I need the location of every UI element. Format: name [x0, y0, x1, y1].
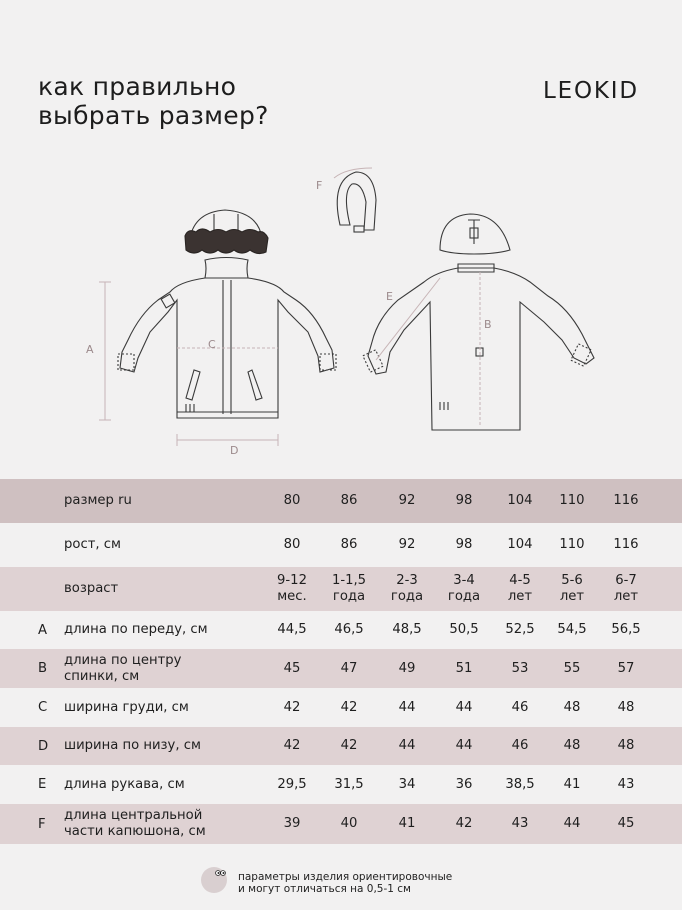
table-cell: 45 [617, 816, 635, 831]
row-label: длина по центру спинки, см [64, 652, 182, 684]
table-cell: 86 [340, 537, 358, 552]
table-cell: 51 [455, 660, 473, 676]
table-cell: 40 [340, 816, 358, 831]
table-cell: 104 [507, 493, 533, 508]
table-cell: 54,5 [557, 622, 587, 637]
table-cell: 116 [613, 537, 639, 552]
table-cell: 44,5 [277, 622, 307, 637]
table-cell: 41 [398, 816, 416, 831]
table-cell: 44 [455, 699, 473, 715]
measure-d-line [177, 434, 278, 446]
table-cell: 92 [398, 537, 416, 552]
table-cell: 4-5 лет [507, 573, 533, 604]
table-cell: 110 [559, 493, 585, 508]
table-cell: 48 [617, 738, 635, 753]
table-cell: 1-1,5 года [331, 573, 367, 604]
row-label: длина по переду, см [64, 622, 208, 637]
table-row [0, 567, 682, 611]
table-cell: 50,5 [449, 622, 479, 637]
measure-a-line [99, 282, 111, 420]
table-row [0, 727, 682, 765]
row-label: длина рукава, см [64, 776, 185, 792]
table-cell: 42 [283, 699, 301, 715]
page-title [38, 72, 269, 130]
label-c: C [208, 338, 216, 351]
table-cell: 116 [613, 493, 639, 508]
label-e: E [386, 290, 393, 303]
table-cell: 92 [398, 493, 416, 508]
row-label: размер ru [64, 493, 132, 508]
table-cell: 2-3 года [390, 573, 424, 604]
table-cell: 42 [283, 738, 301, 753]
table-cell: 42 [340, 738, 358, 753]
table-cell: 5-6 лет [559, 573, 585, 604]
footnote-line-1: параметры изделия ориентировочные [238, 871, 453, 883]
table-cell: 31,5 [334, 776, 364, 792]
table-cell: 104 [507, 537, 533, 552]
table-cell: 43 [511, 816, 529, 831]
table-cell: 29,5 [277, 776, 307, 792]
table-cell: 80 [283, 493, 301, 508]
table-cell: 38,5 [505, 776, 535, 792]
row-letter: B [38, 661, 48, 676]
footnote [238, 871, 452, 895]
table-cell: 49 [398, 660, 416, 676]
table-cell: 9-12 мес. [277, 573, 307, 604]
table-cell: 43 [617, 776, 635, 792]
table-row [0, 765, 682, 804]
info-icon [200, 866, 228, 894]
back-body [368, 268, 594, 430]
row-letter: F [38, 816, 46, 832]
title-line-1: как правильно [38, 72, 237, 101]
table-cell: 48 [563, 699, 581, 715]
table-cell: 52,5 [505, 622, 535, 637]
label-b: B [484, 318, 492, 331]
table-cell: 48,5 [392, 622, 422, 637]
row-label: ширина по низу, см [64, 738, 201, 753]
table-cell: 44 [398, 699, 416, 715]
table-cell: 6-7 лет [613, 573, 639, 604]
footnote-line-2: и могут отличаться на 0,5-1 см [238, 883, 411, 895]
row-label: ширина груди, см [64, 699, 189, 715]
table-cell: 44 [398, 738, 416, 753]
table-row [0, 804, 682, 844]
table-cell: 42 [455, 816, 473, 831]
table-cell: 46 [511, 738, 529, 753]
brand-logo: LEOKID [543, 78, 639, 104]
table-cell: 110 [559, 537, 585, 552]
table-cell: 53 [511, 660, 529, 676]
table-cell: 42 [340, 699, 358, 715]
label-d: D [230, 444, 239, 457]
table-cell: 41 [563, 776, 581, 792]
table-cell: 46 [511, 699, 529, 715]
table-cell: 34 [398, 776, 416, 792]
table-cell: 44 [455, 738, 473, 753]
table-cell: 3-4 года [447, 573, 481, 604]
hood-detail [337, 172, 376, 230]
row-letter: D [38, 738, 49, 754]
fur-trim [185, 229, 268, 254]
row-label: возраст [64, 581, 119, 596]
table-cell: 80 [283, 537, 301, 552]
table-cell: 45 [283, 660, 301, 676]
table-row [0, 611, 682, 649]
table-cell: 98 [455, 537, 473, 552]
jacket-diagram [0, 160, 682, 460]
table-cell: 44 [563, 816, 581, 831]
table-row [0, 688, 682, 727]
table-cell: 55 [563, 660, 581, 676]
table-cell: 48 [617, 699, 635, 715]
table-cell: 57 [617, 660, 635, 676]
row-letter: C [38, 700, 48, 715]
table-cell: 86 [340, 493, 358, 508]
table-cell: 98 [455, 493, 473, 508]
table-cell: 56,5 [611, 622, 641, 637]
table-row [0, 649, 682, 688]
row-letter: A [38, 622, 48, 638]
title-line-2: выбрать размер? [38, 101, 269, 130]
label-a: A [86, 343, 94, 356]
table-cell: 36 [455, 776, 473, 792]
table-row [0, 523, 682, 567]
row-letter: E [38, 777, 47, 792]
table-cell: 46,5 [334, 622, 364, 637]
label-f: F [316, 179, 323, 192]
table-cell: 48 [563, 738, 581, 753]
table-cell: 39 [283, 816, 301, 831]
row-label: длина центральной части капюшона, см [64, 808, 206, 839]
row-label: рост, см [64, 537, 121, 552]
table-cell: 47 [340, 660, 358, 676]
table-row [0, 479, 682, 523]
